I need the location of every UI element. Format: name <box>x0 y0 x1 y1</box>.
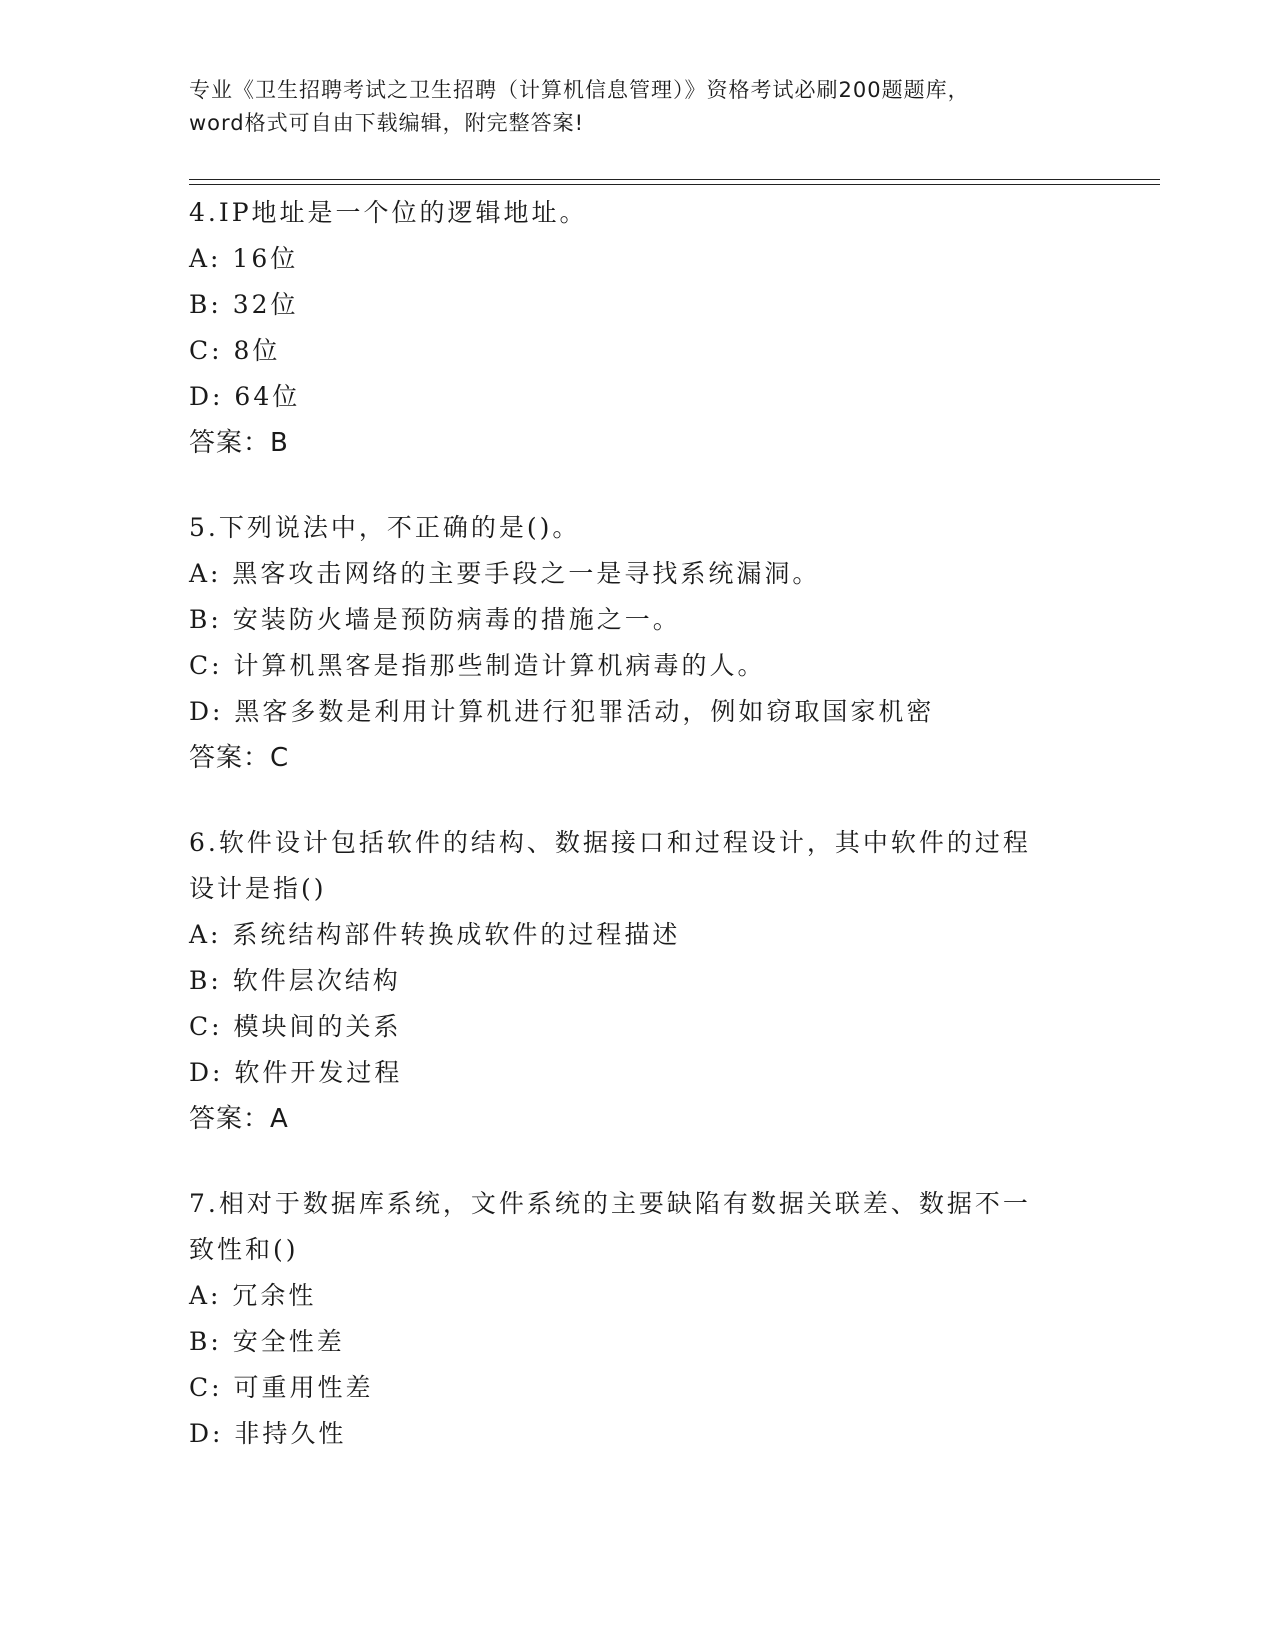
question-stem-line-1: 6.软件设计包括软件的结构、数据接口和过程设计，其中软件的过程 <box>189 828 1031 857</box>
option-c: C: 8位 <box>189 336 281 365</box>
option-a: A: 黑客攻击网络的主要手段之一是寻找系统漏洞。 <box>189 559 821 588</box>
header-divider-bottom <box>189 184 1160 185</box>
option-b: B: 安全性差 <box>189 1327 345 1356</box>
question-stem-line-2: 致性和() <box>189 1235 299 1264</box>
option-b: B: 软件层次结构 <box>189 966 401 995</box>
question-stem-line-2: 设计是指() <box>189 874 327 903</box>
question-6 <box>189 820 1089 1142</box>
option-d: D: 黑客多数是利用计算机进行犯罪活动，例如窃取国家机密 <box>189 697 935 726</box>
question-5 <box>189 505 1089 781</box>
question-stem: 4.IP地址是一个位的逻辑地址。 <box>189 198 588 227</box>
document-header <box>189 74 1089 140</box>
header-line-2: word格式可自由下载编辑，附完整答案! <box>189 111 585 135</box>
option-a: A: 16位 <box>189 244 299 273</box>
option-c: C: 可重用性差 <box>189 1373 374 1402</box>
answer-label: 答案：B <box>189 428 289 458</box>
header-divider-top <box>189 179 1160 180</box>
question-4 <box>189 190 1089 466</box>
answer-label: 答案：A <box>189 1104 289 1134</box>
option-c: C: 计算机黑客是指那些制造计算机病毒的人。 <box>189 651 766 680</box>
option-d: D: 非持久性 <box>189 1419 347 1448</box>
option-d: D: 64位 <box>189 382 301 411</box>
option-c: C: 模块间的关系 <box>189 1012 402 1041</box>
option-a: A: 冗余性 <box>189 1281 317 1310</box>
header-line-1: 专业《卫生招聘考试之卫生招聘（计算机信息管理）》资格考试必刷200题题库， <box>189 78 970 102</box>
option-b: B: 32位 <box>189 290 299 319</box>
question-stem-line-1: 7.相对于数据库系统，文件系统的主要缺陷有数据关联差、数据不一 <box>189 1189 1031 1218</box>
question-7 <box>189 1181 1089 1457</box>
option-b: B: 安装防火墙是预防病毒的措施之一。 <box>189 605 681 634</box>
answer-label: 答案：C <box>189 743 290 773</box>
question-stem: 5.下列说法中，不正确的是()。 <box>189 513 581 542</box>
option-d: D: 软件开发过程 <box>189 1058 403 1087</box>
option-a: A: 系统结构部件转换成软件的过程描述 <box>189 920 681 949</box>
